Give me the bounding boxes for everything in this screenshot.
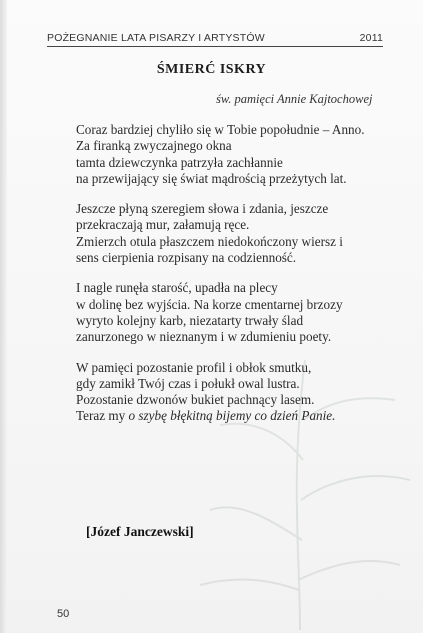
poem-title: ŚMIERĆ ISKRY bbox=[156, 62, 267, 77]
poem-line: Jeszcze płyną szeregiem słowa i zdania, jeszcze bbox=[76, 201, 329, 217]
running-head bbox=[47, 30, 383, 46]
stanza-2 bbox=[76, 201, 396, 266]
poem-line: wyryto kolejny karb, niezatarty trwały ślad bbox=[76, 312, 304, 328]
page-edge bbox=[0, 0, 7, 633]
poem-line: sens cierpienia rozpisany na codzienność. bbox=[76, 250, 297, 266]
poem-line: tamta dziewczynka patrzyła zachłannie bbox=[76, 154, 283, 170]
poem-line: gdy zamikł Twój czas i połukł owal lustra. bbox=[76, 375, 300, 391]
stanza-1 bbox=[76, 122, 396, 187]
poem-line: Zmierzch otula płaszczem niedokończony wiersz i bbox=[76, 233, 343, 249]
plant-watermark-image bbox=[180, 300, 423, 633]
poem-line: Pozostanie dzwonów bukiet pachnący lasem. bbox=[76, 392, 315, 408]
poem-line: I nagle runęła starość, upadła na plecy bbox=[76, 280, 278, 296]
poem-line: w dolinę bez wyjścia. Na korze cmentarnej brzozy bbox=[76, 296, 343, 312]
page-number: 50 bbox=[57, 608, 70, 620]
poem-line: na przewijający się świat mądrością przeżytych lat. bbox=[76, 170, 347, 186]
poem-line: Coraz bardziej chyliło się w Tobie popołudnie – Anno. bbox=[76, 122, 365, 137]
header-rule bbox=[47, 46, 383, 47]
poem-line: Za firanką zwyczajnego okna bbox=[76, 138, 232, 154]
poem-line: zanurzonego w nieznanym i w zdumieniu poety. bbox=[76, 329, 332, 345]
poem-line-start: Teraz my bbox=[76, 408, 129, 424]
author-signature: [Józef Janczewski] bbox=[86, 524, 194, 539]
poem-line: przekraczają mur, załamują ręce. bbox=[76, 217, 250, 233]
poem-dedication: św. pamięci Annie Kajtochowej bbox=[216, 92, 373, 106]
running-head-year: 2011 bbox=[359, 32, 383, 44]
running-head-title: POŻEGNANIE LATA PISARZY I ARTYSTÓW bbox=[47, 32, 265, 44]
poem-line: W pamięci pozostanie profil i obłok smutku, bbox=[76, 359, 312, 375]
poem-line-italic: o szybę błękitną bijemy co dzień Panie. bbox=[128, 408, 336, 424]
